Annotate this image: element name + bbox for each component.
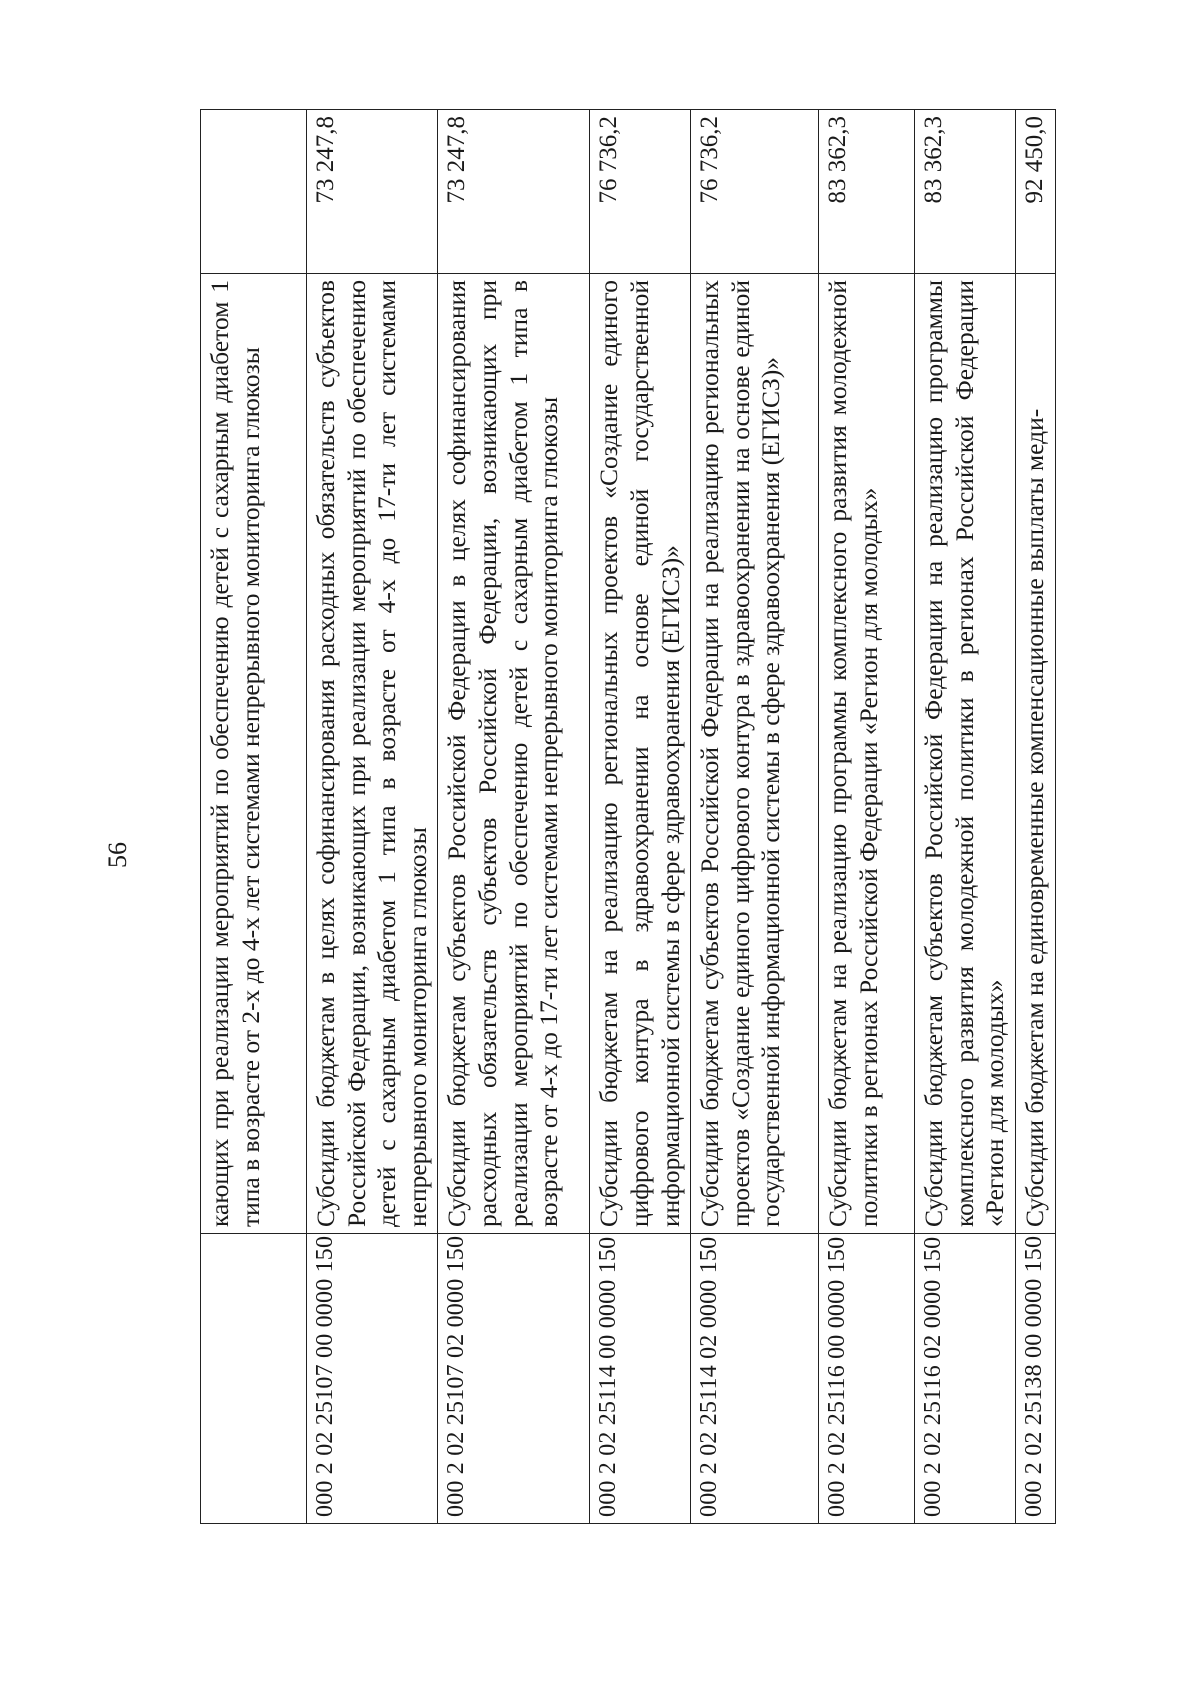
row-description: Субсидии бюджетам субъектов Российской Федерации в целях софинансирования расходных обязательств субъектов Российской Федерации, возникающих при реализации мероприятий по обеспечению детей с сахарным диабетом 1 типа в возрасте от 4-х до 17-ти лет системами непрерывного мониторинга глюкозы (438, 274, 590, 1234)
classification-code: 000 2 02 25116 02 0000 150 (915, 1234, 1016, 1524)
amount-value: 73 247,8 (438, 110, 590, 274)
row-description: Субсидии бюджетам на единовременные компенсационные выплаты меди- (1015, 274, 1055, 1234)
table-row (691, 110, 819, 1524)
amount-value: 76 736,2 (691, 110, 819, 274)
amount-value: 73 247,8 (307, 110, 438, 274)
amount-value: 92 450,0 (1015, 110, 1055, 274)
table-row (819, 110, 915, 1524)
classification-code: 000 2 02 25114 00 0000 150 (590, 1234, 691, 1524)
classification-code (201, 1234, 307, 1524)
table-row (438, 110, 590, 1524)
classification-code: 000 2 02 25107 02 0000 150 (438, 1234, 590, 1524)
classification-code: 000 2 02 25116 00 0000 150 (819, 1234, 915, 1524)
table-row (307, 110, 438, 1524)
row-description: Субсидии бюджетам на реализацию программы комплексного развития молодежной политики в регионах Российской Федерации «Регион для молодых» (819, 274, 915, 1234)
table-row (201, 110, 307, 1524)
amount-value: 83 362,3 (915, 110, 1016, 274)
table-row (1015, 110, 1055, 1524)
amount-value: 76 736,2 (590, 110, 691, 274)
amount-value (201, 110, 307, 274)
table-row (590, 110, 691, 1524)
table-wrapper (200, 110, 1049, 1530)
budget-table (200, 109, 1056, 1524)
classification-code: 000 2 02 25114 02 0000 150 (691, 1234, 819, 1524)
row-description: Субсидии бюджетам на реализацию региональных проектов «Создание единого цифрового контура в здравоохранении на основе единой государственной информационной системы в сфере здравоохранения (ЕГИСЗ)» (590, 274, 691, 1234)
page-number: 56 (103, 842, 132, 868)
row-description: Субсидии бюджетам субъектов Российской Федерации на реализацию региональных проектов «Создание единого цифрового контура в здравоохранении на основе единой государственной информационной системы в сфере здравоохранения (ЕГИСЗ)» (691, 274, 819, 1234)
amount-value: 83 362,3 (819, 110, 915, 274)
row-description: Субсидии бюджетам субъектов Российской Федерации на реализацию программы комплексного развития молодежной политики в регионах Российской Федерации «Регион для молодых» (915, 274, 1016, 1234)
classification-code: 000 2 02 25138 00 0000 150 (1015, 1234, 1055, 1524)
table-row (915, 110, 1016, 1524)
row-description: Субсидии бюджетам в целях софинансирования расходных обязательств субъектов Российской Федерации, возникающих при реализации мероприятий по обеспечению детей с сахарным диабетом 1 типа в возрасте от 4-х до 17-ти лет системами непрерывного мониторинга глюкозы (307, 274, 438, 1234)
row-description: кающих при реализации мероприятий по обеспечению детей с сахарным диабетом 1 типа в возрасте от 2-х до 4-х лет системами непрерывного мониторинга глюкозы (201, 274, 307, 1234)
classification-code: 000 2 02 25107 00 0000 150 (307, 1234, 438, 1524)
